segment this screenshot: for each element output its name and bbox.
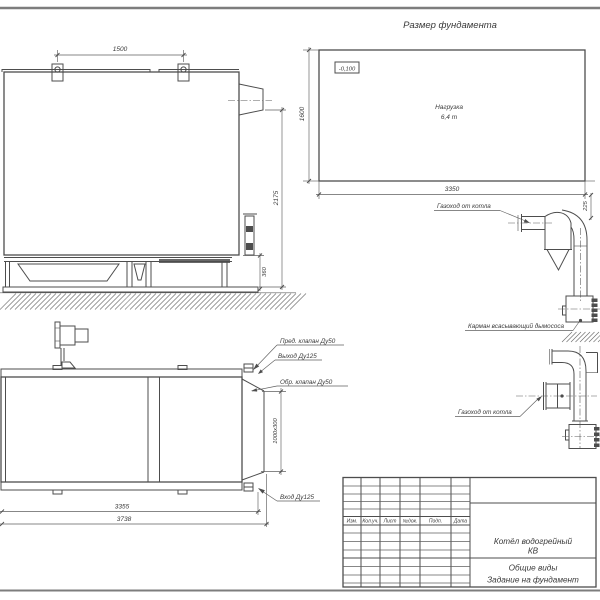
tb-col-izm: Изм. xyxy=(346,518,358,525)
dim-3355: 3355 xyxy=(114,503,130,511)
leader-arrow xyxy=(524,219,530,223)
label-outlet: Выход Ду125 xyxy=(278,353,317,360)
label-flue-from-boiler-lower: Газоход от котла xyxy=(458,409,512,416)
flue-detail-lower xyxy=(455,346,600,449)
leader-arrow xyxy=(536,396,542,401)
tb-product-name-line2: КВ xyxy=(527,546,539,556)
tb-col-list: Лист xyxy=(383,518,397,525)
title-block xyxy=(343,478,596,588)
tb-doc-type-line2: Задание на фундамент xyxy=(487,575,579,585)
label-check-valve: Обр. клапан Ду50 xyxy=(280,379,333,386)
dim-2175: 2175 xyxy=(273,190,280,206)
dim-1600: 1600 xyxy=(299,106,306,122)
tb-doc-type-line1: Общие виды xyxy=(508,563,558,573)
fitting-band xyxy=(246,226,253,232)
tb-col-ndok: №док. xyxy=(402,518,418,525)
leader-arrow xyxy=(258,488,265,494)
label-inlet: Вход Ду125 xyxy=(280,494,314,501)
dim-360: 360 xyxy=(262,267,268,277)
foundation-plan xyxy=(299,47,595,220)
dim-1000x300: 1000х300 xyxy=(273,418,279,444)
tb-col-podp: Подп. xyxy=(428,518,443,525)
drawing-title: Размер фундамента xyxy=(403,20,497,31)
load-label-line1: Нагрузка xyxy=(435,104,463,111)
flue-detail-upper xyxy=(434,202,600,342)
tb-col-koluch: Кол.уч. xyxy=(362,518,379,525)
boiler-plan-view xyxy=(0,322,348,527)
boiler-side-view xyxy=(0,46,306,310)
label-suction-pocket: Карман всасывающий дымососа xyxy=(468,323,564,330)
tb-col-data: Дата xyxy=(453,518,468,525)
ground-hatch xyxy=(0,294,306,310)
elevation-mark: -0,100 xyxy=(338,66,356,73)
tb-product-name-line1: Котёл водогрейный xyxy=(493,537,573,546)
dim-1500: 1500 xyxy=(112,46,128,53)
ground-hatch-flue xyxy=(562,332,600,342)
dim-3738: 3738 xyxy=(116,516,132,523)
load-label-line2: 6,4 т xyxy=(440,114,458,121)
label-flue-from-boiler-upper: Газоход от котла xyxy=(437,203,491,210)
frame-beam xyxy=(159,259,230,263)
leader-arrow xyxy=(251,388,257,391)
fitting-band xyxy=(246,243,253,250)
dim-225: 225 xyxy=(583,201,589,211)
label-safety-valve: Пред. клапан Ду50 xyxy=(280,338,336,345)
dim-3350: 3350 xyxy=(444,186,460,193)
